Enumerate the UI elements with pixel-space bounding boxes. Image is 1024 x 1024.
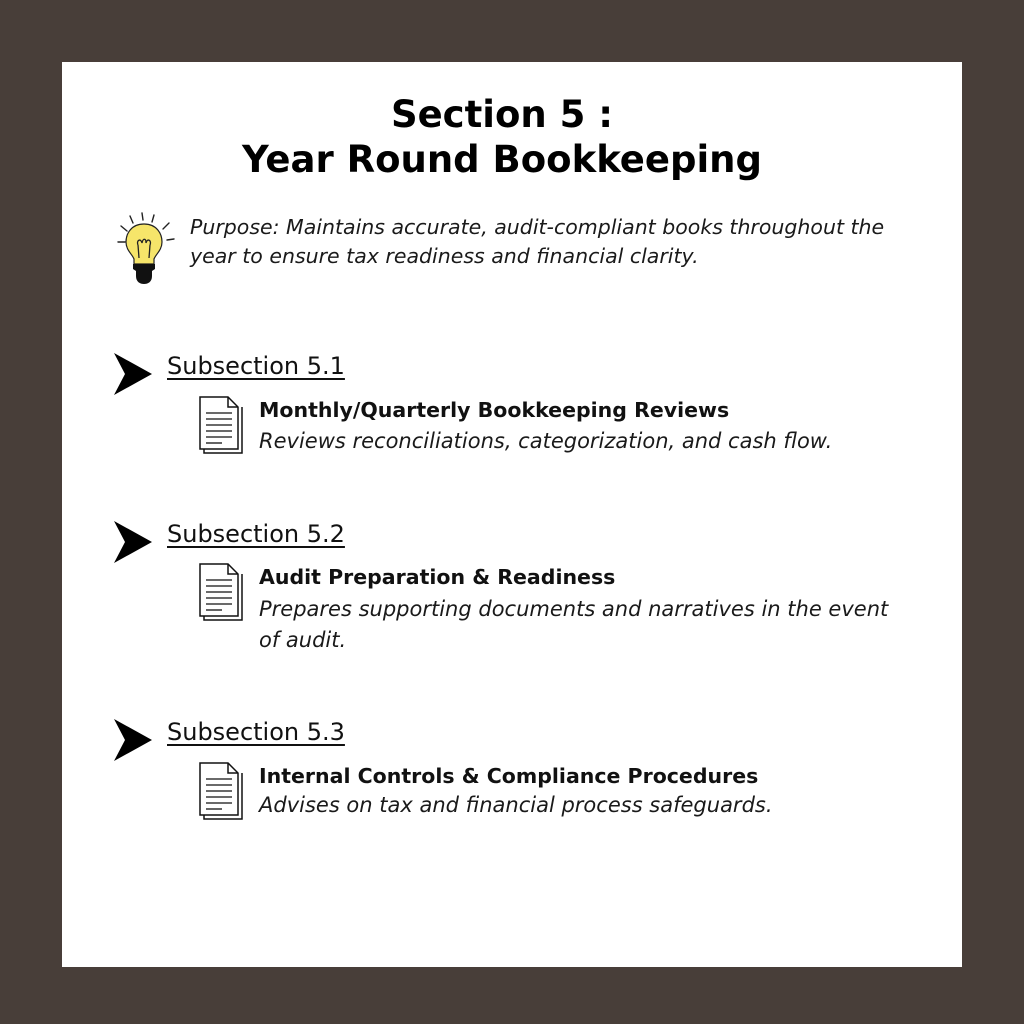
subsection-5-1-link[interactable]: Subsection 5.1 (167, 352, 345, 380)
arrow-right-icon (112, 352, 152, 396)
arrow-right-icon (112, 520, 152, 564)
subsection-5-3-link[interactable]: Subsection 5.3 (167, 718, 345, 746)
document-icon (198, 562, 244, 622)
lightbulb-icon (114, 212, 178, 290)
purpose-text: Purpose: Maintains accurate, audit-compliant books throughout the year to ensure tax readiness and financial clarity. (190, 215, 885, 268)
item-title: Monthly/Quarterly Bookkeeping Reviews (259, 398, 730, 422)
content-card (62, 62, 962, 967)
title-line-2: Year Round Bookkeeping (242, 138, 762, 181)
item-title: Internal Controls & Compliance Procedures (259, 764, 759, 788)
item-title: Audit Preparation & Readiness (259, 565, 616, 589)
item-description: Advises on tax and financial process safeguards. (259, 793, 773, 817)
subsection-5-2-link[interactable]: Subsection 5.2 (167, 520, 345, 548)
document-icon (198, 395, 244, 455)
arrow-right-icon (112, 718, 152, 762)
item-description: Reviews reconciliations, categorization, and cash flow. (259, 429, 833, 453)
page-title (62, 92, 942, 182)
item-description: Prepares supporting documents and narratives in the event of audit. (259, 597, 889, 652)
title-line-1: Section 5 : (390, 93, 614, 136)
document-icon (198, 761, 244, 821)
